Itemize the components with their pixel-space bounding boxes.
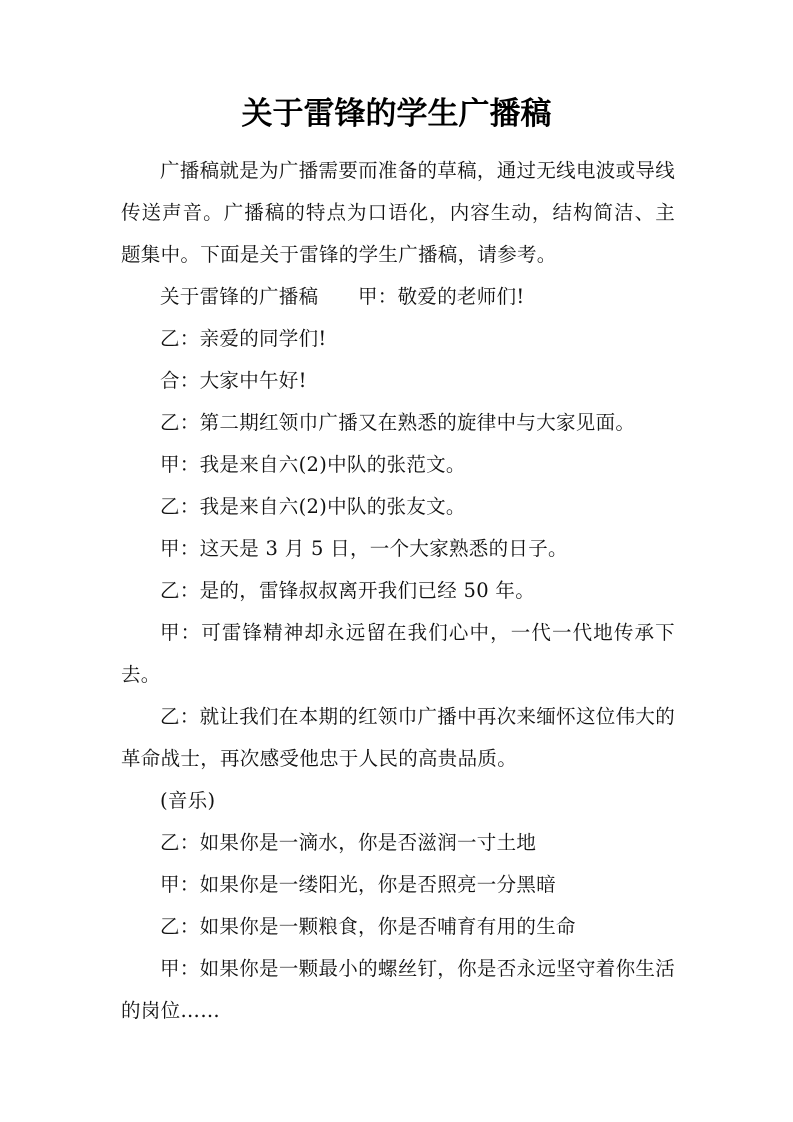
document-title: 关于雷锋的学生广播稿 bbox=[241, 96, 552, 132]
paragraph-line: 乙：亲爱的同学们! bbox=[160, 327, 327, 350]
paragraph-line: 乙：如果你是一颗粮食，你是否哺育有用的生命 bbox=[160, 915, 576, 938]
paragraph-line: 乙：第二期红领巾广播又在熟悉的旋律中与大家见面。 bbox=[160, 411, 636, 434]
paragraph-line: 合：大家中午好! bbox=[160, 369, 307, 392]
paragraph-intro: 广播稿就是为广播需要而准备的草稿，通过无线电波或导线传送声音。广播稿的特点为口语化，内容生动，结构简洁、主题集中。下面是关于雷锋的学生广播稿，请参考。 bbox=[121, 159, 675, 266]
paragraph-line: 甲：我是来自六(2)中队的张范文。 bbox=[160, 453, 466, 476]
paragraph-line: 乙：我是来自六(2)中队的张友文。 bbox=[160, 495, 466, 518]
paragraph-line: 乙：就让我们在本期的红领巾广播中再次来缅怀这位伟大的革命战士，再次感受他忠于人民的高贵品质。 bbox=[121, 705, 675, 770]
paragraph-line: 乙：如果你是一滴水，你是否滋润一寸土地 bbox=[160, 831, 537, 854]
paragraph-line: 甲：可雷锋精神却永远留在我们心中，一代一代地传承下去。 bbox=[121, 621, 675, 686]
paragraph-line: 关于雷锋的广播稿 甲：敬爱的老师们! bbox=[160, 285, 525, 308]
paragraph-line: 甲：如果你是一颗最小的螺丝钉，你是否永远坚守着你生活的岗位…… bbox=[121, 957, 675, 1022]
paragraph-line: 甲：这天是 3 月 5 日，一个大家熟悉的日子。 bbox=[160, 537, 568, 560]
document-body bbox=[121, 150, 675, 1032]
paragraph-line: 乙：是的，雷锋叔叔离开我们已经 50 年。 bbox=[160, 579, 536, 602]
paragraph-line: 甲：如果你是一缕阳光，你是否照亮一分黑暗 bbox=[160, 873, 557, 896]
paragraph-music-note: (音乐) bbox=[160, 789, 216, 812]
